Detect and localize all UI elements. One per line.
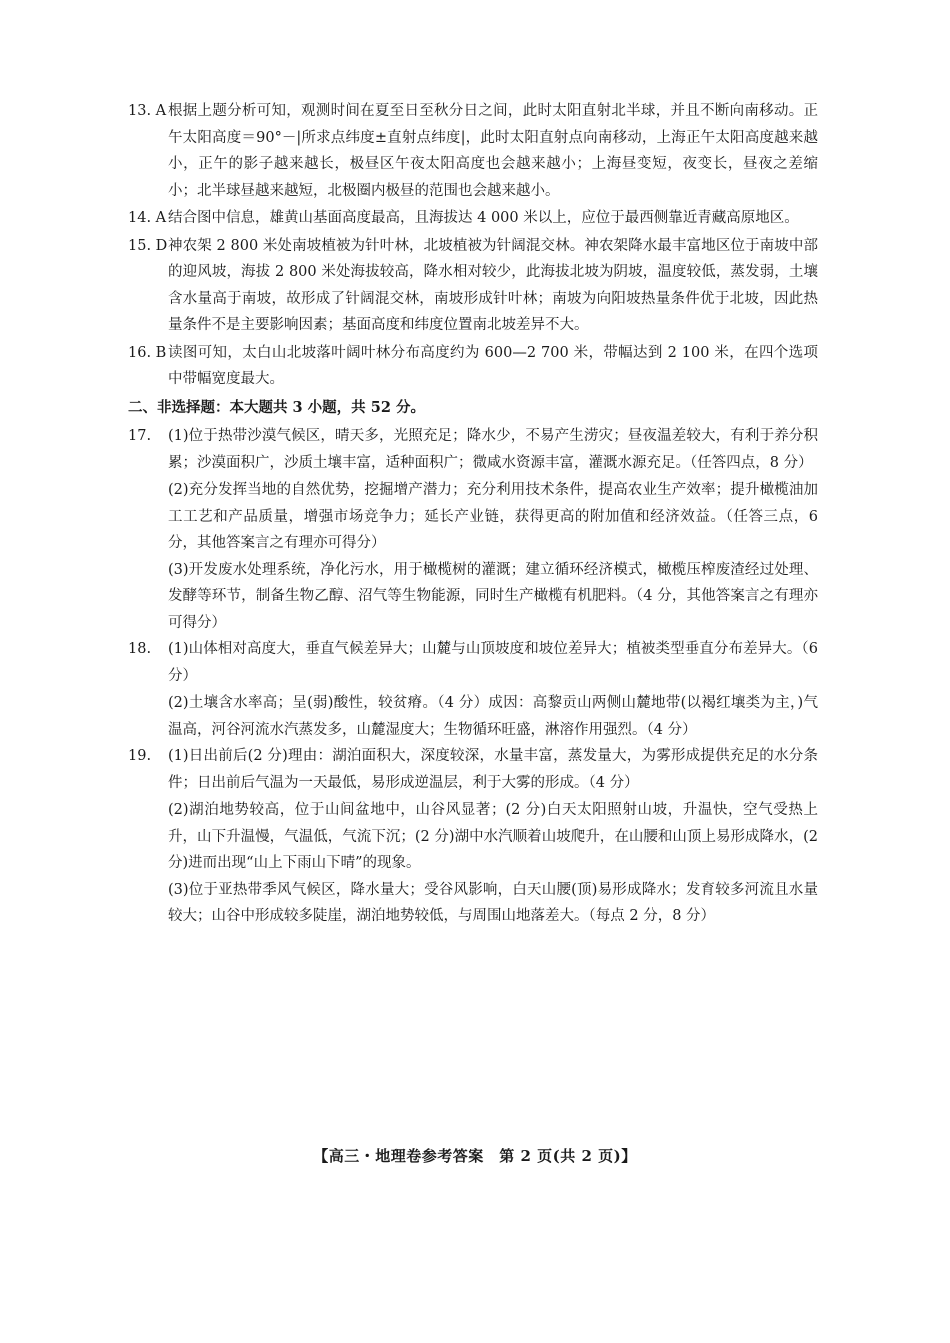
answer-item-18: [128, 636, 818, 689]
page-footer: 【高三・地理卷参考答案 第 2 页(共 2 页)】: [313, 1147, 637, 1165]
answer-part: (2)湖泊地势较高，位于山间盆地中，山谷风显著；(2 分)白天太阳照射山坡，升温快，空气受热上升，山下升温慢，气温低，气流下沉；(2 分)湖中水汽顺着山坡爬升，在山腰和山顶上易形成降水，(2 分)进而出现“山上下雨山下晴”的现象。: [168, 802, 818, 871]
answer-item-16: [128, 340, 818, 393]
answer-part: (1)位于热带沙漠气候区，晴天多，光照充足；降水少，不易产生涝灾；昼夜温差较大，有利于养分积累；沙漠面积广，沙质土壤丰富，适种面积广；微咸水资源丰富，灌溉水源充足。（任答四点，8 分）: [168, 428, 818, 471]
question-number: 18.: [128, 641, 152, 657]
answer-part: (1)日出前后(2 分)理由：湖泊面积大，深度较深，水量丰富，蒸发量大，为雾形成提供充足的水分条件；日出前后气温为一天最低，易形成逆温层，利于大雾的形成。（4 分）: [168, 748, 818, 791]
answer-text: 读图可知，太白山北坡落叶阔叶林分布高度约为 600—2 700 米，带幅达到 2 100 米，在四个选项中带幅宽度最大。: [168, 344, 818, 387]
section-heading: 二、非选择题：本大题共 3 小题，共 52 分。: [128, 398, 425, 416]
answer-part: (1)山体相对高度大，垂直气候差异大；山麓与山顶坡度和坡位差异大；植被类型垂直分布差异大。（6 分）: [168, 641, 818, 684]
answer-item-13: [128, 98, 818, 204]
answer-item-17: [128, 423, 818, 476]
answer-item-15: [128, 233, 818, 339]
answer-part: (2)土壤含水率高；呈(弱)酸性，较贫瘠。（4 分）成因：高黎贡山两侧山麓地带(以褐红壤类为主，)气温高，河谷河流水汽蒸发多，山麓湿度大；生物循环旺盛，淋溶作用强烈。（4 分）: [168, 695, 818, 738]
question-number: 16. B: [128, 344, 167, 361]
answer-text: 神农架 2 800 米处南坡植被为针叶林，北坡植被为针阔混交林。神农架降水最丰富地区位于南坡中部的迎风坡，海拔 2 800 米处海拔较高，降水相对较少，此海拔北坡为阴坡，温度较低，蒸发弱，土壤含水量高于南坡，故形成了针阔混交林，南坡形成针叶林；南坡为向阳坡热量条件优于北坡，因此热量条件不是主要影响因素；基面高度和纬度位置南北坡差异不大。: [168, 237, 818, 333]
question-number: 19.: [128, 748, 152, 764]
question-number: 15. D: [128, 237, 168, 254]
answer-part: (3)位于亚热带季风气候区，降水量大；受谷风影响，白天山腰(顶)易形成降水；发育较多河流且水量较大；山谷中形成较多陡崖，湖泊地势较低，与周围山地落差大。（每点 2 分，8 分）: [168, 881, 818, 924]
answer-part: (2)充分发挥当地的自然优势，挖掘增产潜力；充分利用技术条件，提高农业生产效率；提升橄榄油加工工艺和产品质量，增强市场竞争力；延长产业链，获得更高的附加值和经济效益。（任答三点，6 分，其他答案言之有理亦可得分）: [168, 482, 818, 551]
answer-item-19: [128, 743, 818, 796]
answer-text: 结合图中信息，雄黄山基面高度最高，且海拔达 4 000 米以上，应位于最西侧靠近青藏高原地区。: [168, 210, 799, 226]
question-number: 17.: [128, 428, 152, 444]
question-number: 13. A: [128, 103, 167, 119]
answer-content: [128, 98, 818, 930]
answer-text: 根据上题分析可知，观测时间在夏至日至秋分日之间，此时太阳直射北半球，并且不断向南移动。正午太阳高度＝90°－|所求点纬度±直射点纬度|，此时太阳直射点向南移动，上海正午太阳高度越来越小，正午的影子越来越长，极昼区午夜太阳高度也会越来越小；上海昼变短，夜变长，昼夜之差缩小；北半球昼越来越短，北极圈内极昼的范围也会越来越小。: [168, 103, 818, 199]
answer-part: (3)开发废水处理系统，净化污水，用于橄榄树的灌溉；建立循环经济模式，橄榄压榨废渣经过处理、发酵等环节，制备生物乙醇、沼气等生物能源，同时生产橄榄有机肥料。（4 分，其他答案言之有理亦可得分）: [168, 561, 818, 631]
question-number: 14. A: [128, 210, 167, 226]
answer-item-14: [128, 205, 818, 232]
